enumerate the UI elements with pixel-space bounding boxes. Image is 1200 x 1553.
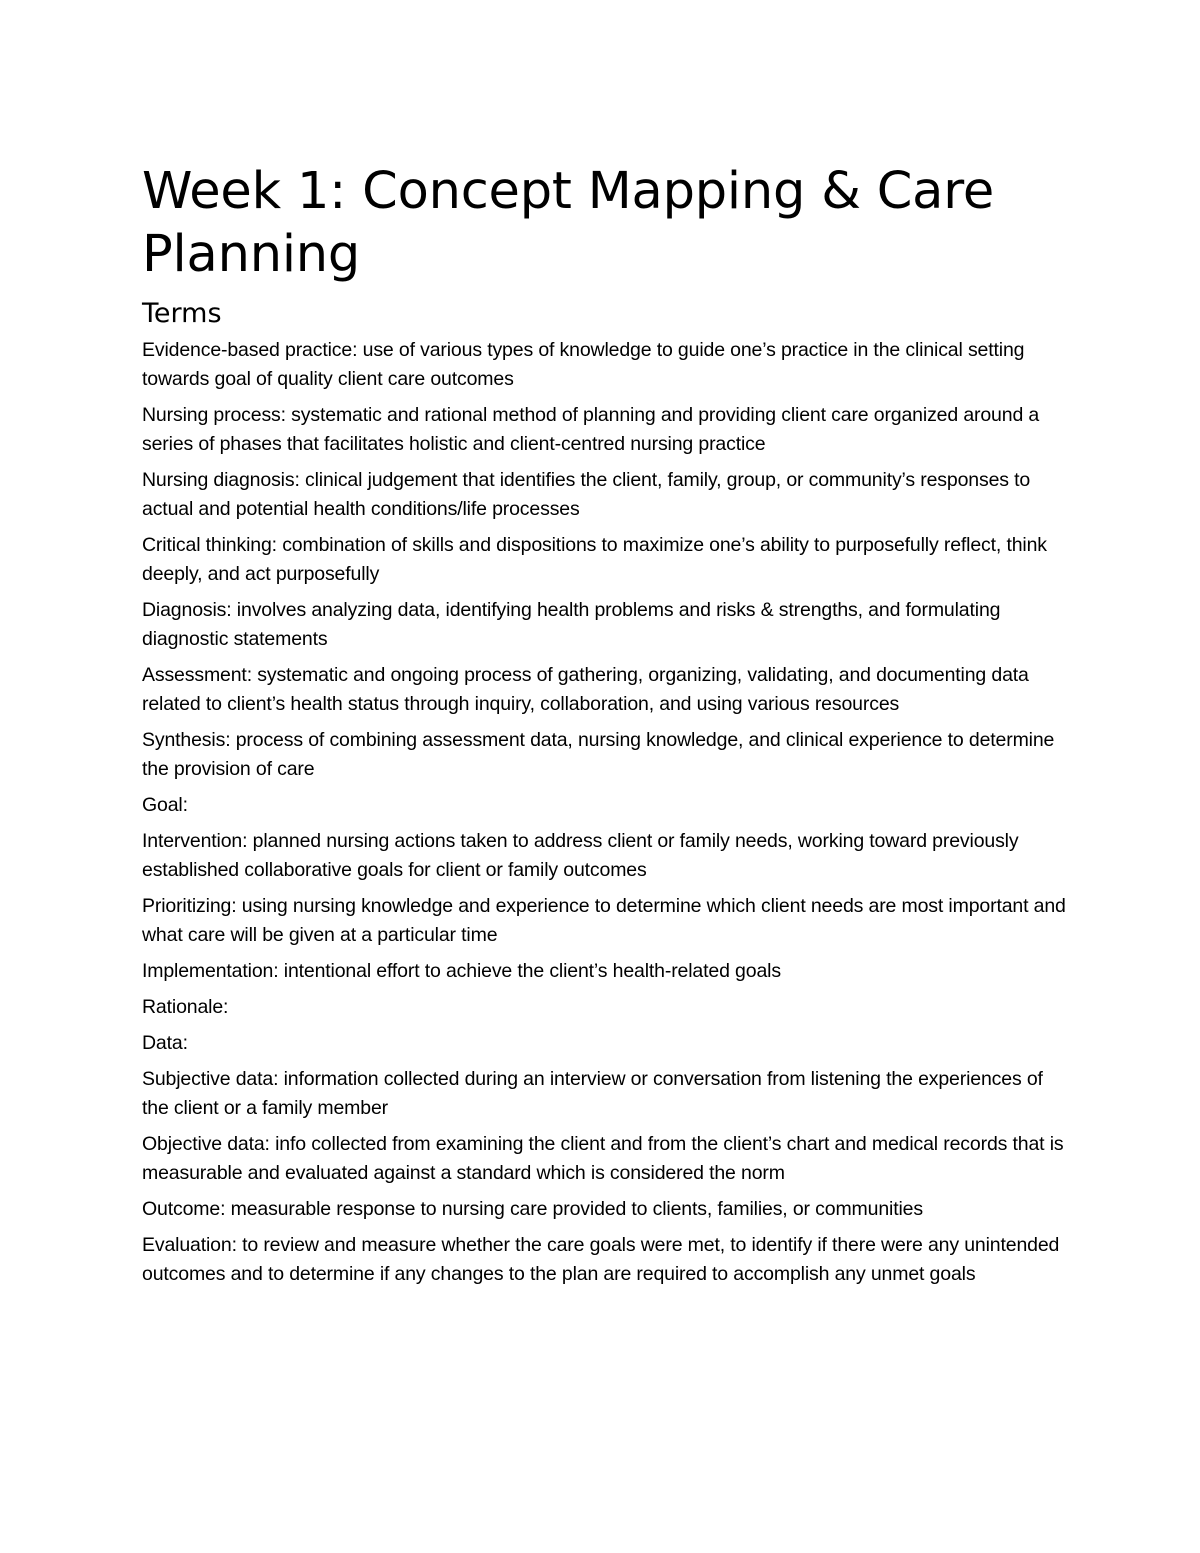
term-prioritizing: Prioritizing: using nursing knowledge and experience to determine which client needs are most important and what care will be given at a particular time — [142, 895, 1066, 946]
document-page — [142, 160, 1072, 1296]
term-intervention: Intervention: planned nursing actions taken to address client or family needs, working toward previously established collaborative goals for client or family outcomes — [142, 830, 1019, 881]
terms-list — [142, 336, 1072, 1289]
term-evaluation: Evaluation: to review and measure whether the care goals were met, to identify if there were any unintended outcomes and to determine if any changes to the plan are required to accomplish any unmet goals — [142, 1234, 1060, 1285]
term-data: Data: — [142, 1032, 188, 1054]
term-nursing-process: Nursing process: systematic and rational method of planning and providing client care organized around a series of phases that facilitates holistic and client-centred nursing practice — [142, 404, 1040, 455]
term-assessment: Assessment: systematic and ongoing process of gathering, organizing, validating, and documenting data related to client’s health status through inquiry, collaboration, and using various resources — [142, 664, 1029, 715]
term-objective-data: Objective data: info collected from examining the client and from the client’s chart and medical records that is measurable and evaluated against a standard which is considered the norm — [142, 1133, 1064, 1184]
term-evidence-based-practice: Evidence-based practice: use of various types of knowledge to guide one’s practice in the clinical setting towards goal of quality client care outcomes — [142, 339, 1025, 390]
term-diagnosis: Diagnosis: involves analyzing data, identifying health problems and risks & strengths, and formulating diagnostic statements — [142, 599, 1001, 650]
term-implementation: Implementation: intentional effort to achieve the client’s health-related goals — [142, 960, 781, 982]
term-subjective-data: Subjective data: information collected during an interview or conversation from listening the experiences of the client or a family member — [142, 1068, 1043, 1119]
term-synthesis: Synthesis: process of combining assessment data, nursing knowledge, and clinical experience to determine the provision of care — [142, 729, 1055, 780]
term-rationale: Rationale: — [142, 996, 229, 1018]
term-goal: Goal: — [142, 794, 188, 816]
term-critical-thinking: Critical thinking: combination of skills and dispositions to maximize one’s ability to purposefully reflect, think deeply, and act purposefully — [142, 534, 1047, 585]
term-nursing-diagnosis: Nursing diagnosis: clinical judgement that identifies the client, family, group, or community’s responses to actual and potential health conditions/life processes — [142, 469, 1031, 520]
term-outcome: Outcome: measurable response to nursing care provided to clients, families, or communities — [142, 1198, 923, 1220]
document-title: Week 1: Concept Mapping & Care Planning — [142, 162, 995, 284]
section-heading-terms: Terms — [142, 298, 222, 329]
